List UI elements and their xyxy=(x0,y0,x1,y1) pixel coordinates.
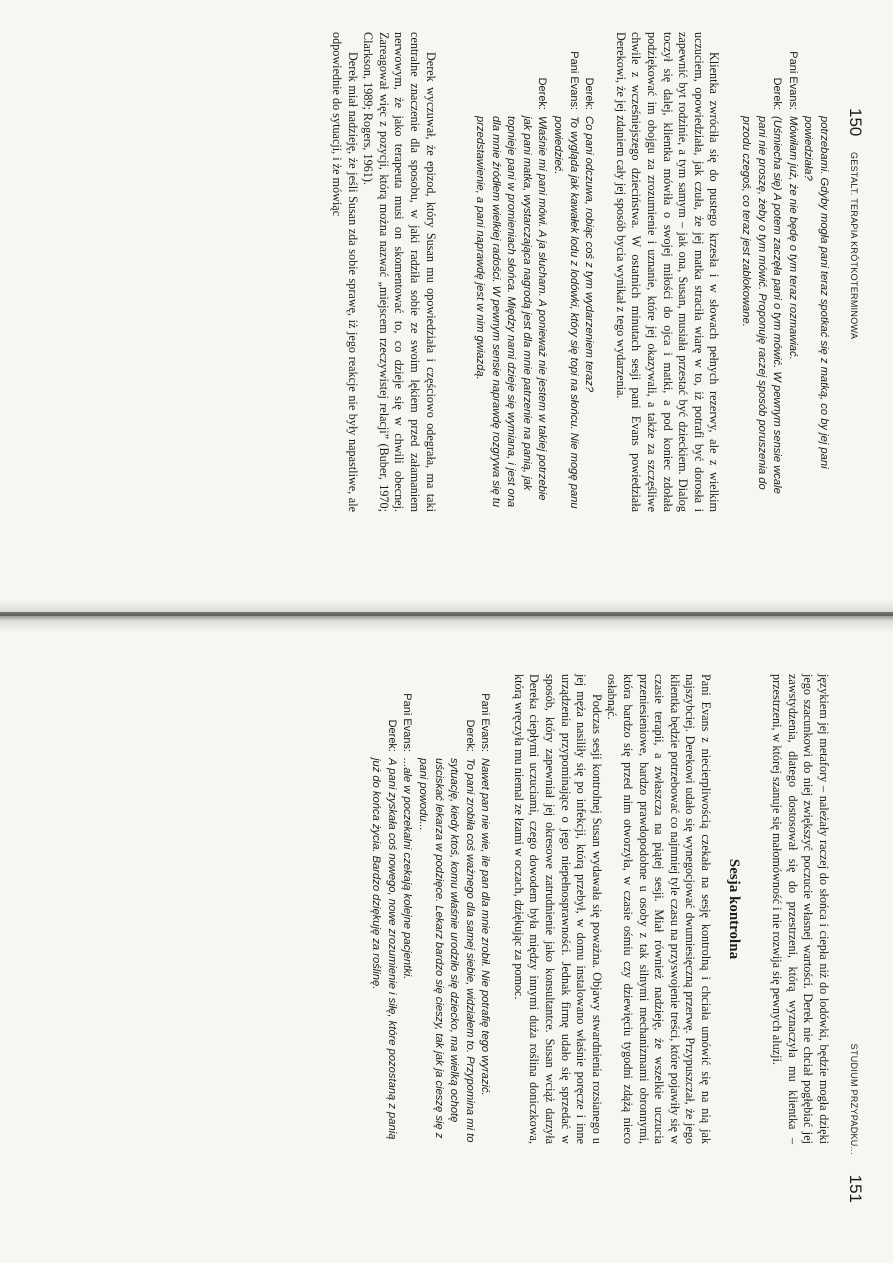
dialogue-line xyxy=(581,32,597,512)
book-gutter-shadow xyxy=(0,600,893,632)
dialogue-line xyxy=(550,32,581,512)
dialogue-line xyxy=(800,32,831,512)
paragraph: Derek miał nadzieję, że jeśli Susan zda sobie sprawę, iż jego reakcje nie były napastliwe, ale odpowiednie do sytuacji, i że mówiąc xyxy=(329,32,360,512)
speaker-label: Derek: xyxy=(536,77,549,110)
page-number-right: 151 xyxy=(846,1174,865,1203)
dialogue-text: Właśnie mi pani mówi. A ja słucham. A ponieważ nie jestem w takiej potrzebie jak pani matka, wystarczająca nagrodą jest dla mnie patrzenie na panią, jak topnieje pani w promieniach słońca. Między nami dzieje się wymiana, i jest ona dla mnie źródłem wielkiej radości. W pewnym sensie naprawdę rozgrywa się tu przedstawienie, a pani naprawdę jest w nim gwiazdą. xyxy=(474,116,549,508)
dialogue-text: To wygląda jak kawałek lodu z lodówki, który się topi na słońcu. Nie mogę panu powiedzieć. xyxy=(552,116,580,509)
right-running-head xyxy=(843,662,865,1203)
paragraph: Pani Evans z niecierpliwością czekała na sesję kontrolną i chciała umówić się na nią jak najszybciej. Derekowi udało się wynegocjować dwumiesięczną przerwę. Przypuszczał, że jego klientka będzie potrzebować co najmniej tyle czasu na przyswojenie treści, które pojawiły się w czasie terapii, a zwłaszcza na piątej sesji. Miał również nadzieję, że wszelkie uczucia przeniesieniowe, bardzo prawdopodobne u osoby z tak silnymi mechanizmami obronnymi, która bardzo się przed nim otworzyła, w czasie ośmiu czy dziewięciu tygodni zdążą nieco osłabnąć. xyxy=(605,674,714,1144)
right-text-block xyxy=(368,674,831,1144)
speaker-label: Pani Evans: xyxy=(401,693,414,752)
dialogue-line xyxy=(368,674,399,1144)
speaker-label xyxy=(800,32,831,116)
dialogue-text: ...ale w poczekalni czekają kolejne pacjentki. xyxy=(401,758,414,980)
dialogue-line xyxy=(414,674,476,1144)
gutter-line xyxy=(0,612,893,616)
dialogue-line xyxy=(472,32,550,512)
dialogue-text: (Uśmiecha się) A potem zaczęła pani o tym mówić. W pewnym sensie wcale pani nie proszę, żeby o tym mówić. Proponuję raczej sposób poruszenia do przodu czegoś, co teraz jest zablokowane. xyxy=(740,116,784,494)
left-running-head xyxy=(843,108,865,540)
section-heading: Sesja kontrolna xyxy=(725,858,742,960)
speaker-label: Pani Evans: xyxy=(786,51,799,110)
speaker-label: Derek: xyxy=(385,719,398,752)
speaker-label: Derek: xyxy=(771,77,784,110)
left-page xyxy=(0,0,893,600)
paragraph: Podczas sesji kontrolnej Susan wydawała się poważna. Objawy stwardnienia rozsianego u jej męża nasiliły się po infekcji, którą przebył, w domu instalowano właśnie poręcze i inne urządzenia przypominające o jego niepełnosprawności. Jednak firmę udało się sprzedać w sposób, który zapewniał jej okresowe zatrudnienie jako konsultantce. Susan wciąż darzyła Dereka ciepłymi uczuciami, czego dowodem była między innymi duża roślina doniczkowa, którą wręczyła mu niemal ze łzami w oczach, dziękując za pomoc. xyxy=(511,674,604,1144)
dialogue-text: potrzebami. Gdyby mogła pani teraz spotkać się z matką, co by jej pani powiedziała? xyxy=(802,116,830,469)
dialogue-text: Mówiłam już, że nie będę o tym teraz rozmawiać. xyxy=(786,116,799,360)
dialogue-text: Co pani odczuwa, robiąc coś z tym wydarzeniem teraz? xyxy=(583,116,596,393)
left-text-block xyxy=(328,32,831,512)
right-page xyxy=(0,632,893,1263)
dialogue-line xyxy=(784,32,800,512)
speaker-label: Derek: xyxy=(583,77,596,110)
speaker-label: Pani Evans: xyxy=(567,51,580,110)
dialogue-line xyxy=(399,674,415,1144)
speaker-label: Pani Evans: xyxy=(479,693,492,752)
running-title-right: STUDIUM PRZYPADKU... xyxy=(849,1043,859,1155)
paragraph: Derek wyczuwał, że epizod, który Susan mu opowiedziała i częściowo odegrała, ma taki centralne znaczenie dla sposobu, w jaki radziła sobie ze swoim lękiem przed załamaniem nerwowym, że jako terapeuta musi on skomentować to, co dzieje się w chwili obecnej. Zareagował więc z pozycji, którą można nazwać „miejscem rzeczywistej relacji” (Buber, 1970; Clarkson, 1989; Rogers, 1961). xyxy=(361,32,438,512)
speaker-label: Derek: xyxy=(463,719,476,752)
dialogue-text: Nawet pan nie wie, ile pan dla mnie zrobił. Nie potrafię tego wyrazić. xyxy=(479,758,492,1096)
dialogue-text: A pani zyskała coś nowego, nowe zrozumienie i siłę, które pozostaną z panią już do końca życia. Bardzo dziękuję za roślinę. xyxy=(370,758,398,1140)
running-title-left: GESTALT. TERAPIA KRÓTKOTERMINOWA xyxy=(849,152,859,340)
paragraph: Klientka zwróciła się do pustego krzesła i w słowach pełnych rezerwy, ale z wielkim uczuciem, opowiedziała, jak czuła, że jej matka straciła wiarę w to, iż potrafi być dorosła i zapewnić byt rodzinie, a tym samym – jak ona, Susan, musiała przestać być dzieckiem. Dialog toczył się dalej, klientka mówiła o swojej miłości do ojca i matki, a pod koniec zdołała podziękować im obojgu za zrozumienie i uznanie, które jej okazywali, a także za szczęśliwe chwile z wcześniejszego dzieciństwa. W ostatnich minutach sesji pani Evans powiedziała Derekowi, że jej zdaniem cały jej sposób bycia wynikał z tego wydarzenia. xyxy=(613,32,722,512)
paragraph: językiem jej metafory – należały raczej do słońca i ciepła niż do lodówki, będzie mogła dzięki jego szacunkowi do niej zwiększyć poczucie własnej wartości. Derek nie chciał pogłębiać jej zawstydzenia, dlatego dostosował się do przestrzeni, którą wyznaczyła mu klientka – przestrzeni, w której szanuje się małomówność i nie rozwija się pewnych aluzji. xyxy=(770,674,831,1144)
dialogue-text: To pani zrobiła coś ważnego dla samej siebie, widziałem to. Przypomina mi to sytuację, kiedy ktoś, komu właśnie urodziło się dziecko, ma wielką ochotę uściskać lekarza w podzięce. Lekarz bardzo się cieszy, tak jak ja cieszę się z pani powodu... xyxy=(416,758,476,1143)
dialogue-line xyxy=(477,674,493,1144)
dialogue-line xyxy=(737,32,784,512)
page-number-left: 150 xyxy=(846,108,865,137)
